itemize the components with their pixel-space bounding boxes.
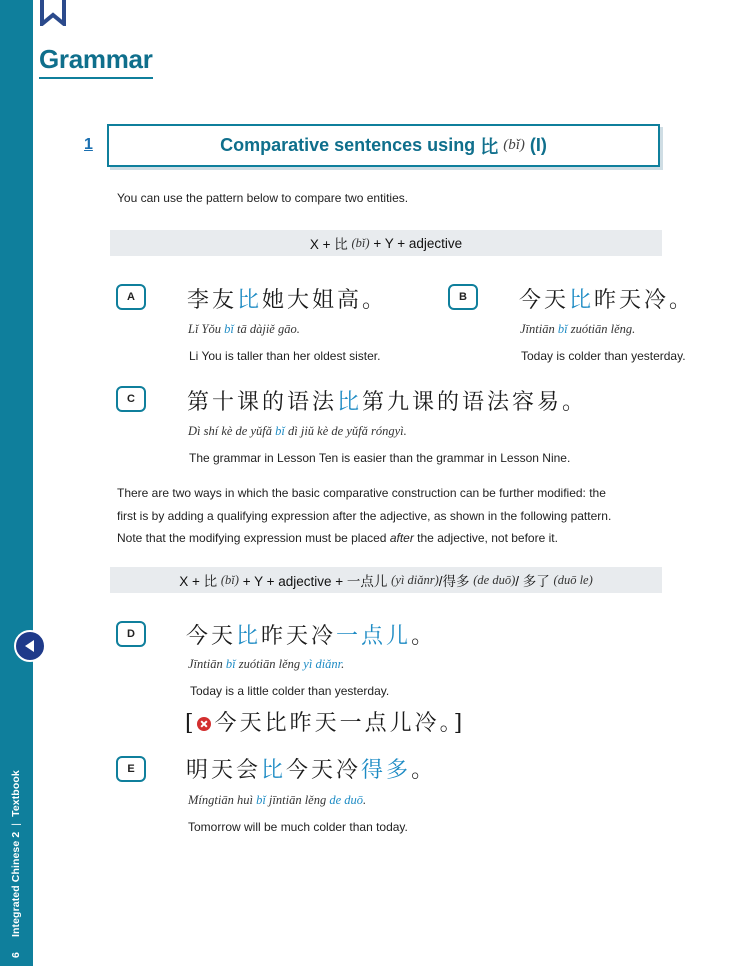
pattern-text: X + 比 — [309, 237, 348, 252]
example-e-english: Tomorrow will be much colder than today. — [188, 820, 408, 834]
example-b-pinyin: Jīntiān bǐ zuótiān lěng. — [520, 322, 636, 336]
example-d-pinyin: Jīntiān bǐ zuótiān lěng yì diǎnr. — [188, 657, 345, 671]
example-a-chinese: 李友比她大姐高。 — [187, 288, 388, 313]
pattern-pinyin: (duō le) — [553, 572, 593, 587]
example-b-english: Today is colder than yesterday. — [521, 349, 686, 363]
example-d-badge: D — [116, 621, 146, 647]
example-d-chinese: 今天比昨天冷一点儿。 — [186, 624, 437, 649]
example-a-badge: A — [116, 284, 146, 310]
explanation-paragraph — [117, 482, 662, 550]
example-b-badge: B — [448, 284, 478, 310]
page-number: 6 — [10, 952, 22, 958]
arrow-left-icon — [22, 638, 38, 654]
example-c-chinese: 第十课的语法比第九课的语法容易。 — [187, 390, 588, 415]
sidebar-footer: 6 Integrated Chinese 2|Textbook — [10, 770, 22, 958]
intro-text: You can use the pattern below to compare two entities. — [117, 191, 409, 205]
section-title-suffix: (I) — [529, 135, 547, 155]
paragraph-line: There are two ways in which the basic comparative construction can be further modified: the — [117, 486, 606, 500]
previous-page-button[interactable] — [14, 630, 46, 662]
example-d-english: Today is a little colder than yesterday. — [190, 684, 390, 698]
pattern-text: + Y + adjective — [373, 235, 463, 251]
pattern-pinyin: (bǐ) — [351, 235, 370, 250]
section-title-char: 比 — [480, 136, 499, 157]
pattern-box-1 — [110, 230, 662, 256]
example-a-english: Li You is taller than her oldest sister. — [189, 349, 381, 363]
bookmark-icon — [40, 0, 66, 26]
page-title: Grammar — [39, 44, 153, 79]
book-part: Textbook — [10, 770, 22, 817]
section-number[interactable]: 1 — [84, 136, 93, 153]
example-e-badge: E — [116, 756, 146, 782]
example-c-english: The grammar in Lesson Ten is easier than the grammar in Lesson Nine. — [189, 451, 571, 465]
sidebar — [0, 0, 33, 966]
pattern-text: /得多 — [438, 574, 470, 589]
example-e-chinese: 明天会比今天冷得多。 — [186, 758, 437, 783]
section-title: Comparative sentences using — [220, 135, 476, 155]
example-c-badge: C — [116, 386, 146, 412]
pattern-pinyin: (bǐ) — [220, 572, 239, 587]
book-title: Integrated Chinese 2 — [10, 831, 22, 938]
section-title-pinyin: (bǐ) — [503, 137, 525, 153]
pattern-text: X + 比 — [179, 574, 218, 589]
example-b-chinese: 今天比昨天冷。 — [519, 288, 695, 313]
example-e-pinyin: Míngtiān huì bǐ jīntiān lěng de duō. — [188, 793, 367, 807]
pattern-text: / 多了 — [515, 574, 550, 589]
pattern-pinyin: (de duō) — [473, 572, 516, 587]
incorrect-x-icon — [197, 717, 211, 731]
section-title-box — [107, 124, 660, 167]
pattern-box-2 — [110, 567, 662, 593]
pattern-text: + Y + adjective + 一点儿 — [242, 574, 388, 589]
example-a-pinyin: Lǐ Yǒu bǐ tā dàjiě gāo. — [188, 322, 300, 336]
paragraph-line: Note that the modifying expression must be placed after the adjective, not before it. — [117, 531, 558, 545]
example-d-incorrect: [ 今天比昨天一点儿冷。] — [185, 711, 466, 736]
example-c-pinyin: Dì shí kè de yǔfǎ bǐ dì jiǔ kè de yǔfǎ róngyì. — [188, 424, 407, 438]
pattern-pinyin: (yì diǎnr) — [391, 572, 439, 587]
paragraph-line: first is by adding a qualifying expression after the adjective, as shown in the following pattern. — [117, 508, 612, 523]
